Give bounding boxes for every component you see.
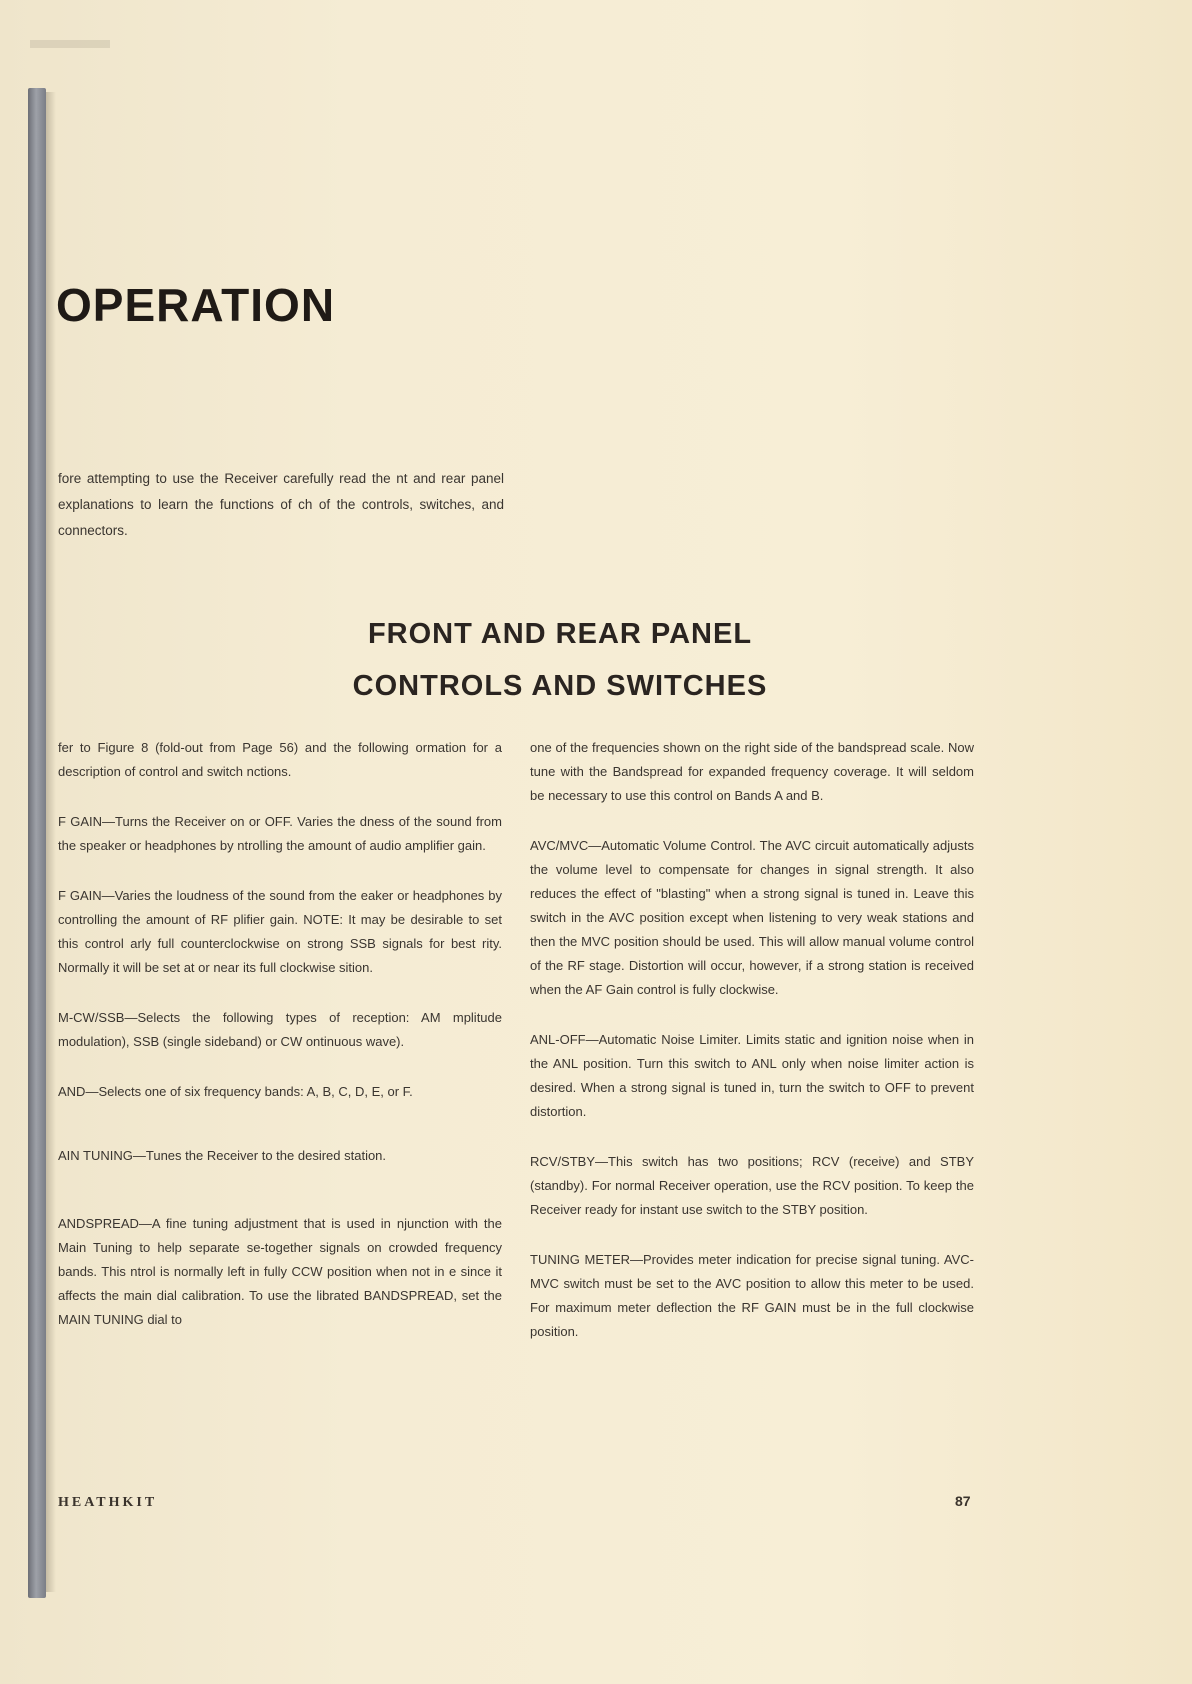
paragraph-af-gain: F GAIN—Turns the Receiver on or OFF. Varies the dness of the sound from the speaker or headphones by ntrolling the amount of audio amplifier gain. bbox=[58, 814, 502, 853]
paragraph-main-tuning: AIN TUNING—Tunes the Receiver to the desired station. bbox=[58, 1148, 387, 1163]
binding-shadow bbox=[46, 92, 56, 1592]
paragraph-bandspread-cont: one of the frequencies shown on the right side of the bandspread scale. Now tune with the Bandspread for expanded frequency coverage. It will seldom be necessary to use this control on Bands A and B. bbox=[530, 740, 974, 803]
right-column bbox=[530, 736, 974, 1370]
scan-artifact bbox=[30, 40, 110, 48]
paragraph-reference: fer to Figure 8 (fold-out from Page 56) and the following ormation for a description of control and switch nctions. bbox=[58, 740, 502, 779]
section-heading bbox=[180, 608, 940, 712]
paragraph-bandspread: ANDSPREAD—A fine tuning adjustment that is used in njunction with the Main Tuning to help separate se-together signals on crowded frequency bands. This ntrol is normally left in fully CCW position when not in e since it affects the main dial calibration. To use the librated BANDSPREAD, set the MAIN TUNING dial to bbox=[58, 1216, 502, 1327]
binding-edge bbox=[28, 88, 46, 1598]
paragraph-am-cw-ssb: M-CW/SSB—Selects the following types of reception: AM mplitude modulation), SSB (single sideband) or CW ontinuous wave). bbox=[58, 1010, 502, 1049]
paragraph-rf-gain: F GAIN—Varies the loudness of the sound from the eaker or headphones by controlling the amount of RF plifier gain. NOTE: It may be desirable to set this control arly full counterclockwise on strong SSB signals for best rity. Normally it will be set at or near its full clockwise sition. bbox=[58, 888, 502, 975]
paragraph-band: AND—Selects one of six frequency bands: A, B, C, D, E, or F. bbox=[58, 1084, 413, 1099]
paragraph-anl-off: ANL-OFF—Automatic Noise Limiter. Limits static and ignition noise when in the ANL position. Turn this switch to ANL only when noise limiter action is desired. When a strong signal is tuned in, turn the switch to OFF to prevent distortion. bbox=[530, 1032, 974, 1119]
section-heading-text: FRONT AND REAR PANEL CONTROLS AND SWITCHES bbox=[352, 618, 768, 702]
brand-logo: HEATHKIT bbox=[58, 1495, 158, 1510]
left-column bbox=[58, 736, 502, 1358]
page-title: OPERATION bbox=[56, 279, 336, 331]
paragraph-rcv-stby: RCV/STBY—This switch has two positions; RCV (receive) and STBY (standby). For normal Receiver operation, use the RCV position. To keep the Receiver ready for instant use switch to the STBY position. bbox=[530, 1154, 974, 1217]
intro-paragraph: fore attempting to use the Receiver carefully read the nt and rear panel explanations to learn the functions of ch of the controls, switches, and connectors. bbox=[58, 471, 504, 538]
page-number: 87 bbox=[955, 1493, 971, 1509]
paragraph-avc-mvc: AVC/MVC—Automatic Volume Control. The AVC circuit automatically adjusts the volume level to compensate for changes in signal strength. It also reduces the effect of "blasting" when a strong signal is tuned in. Leave this switch in the AVC position except when listening to very weak stations and then the MVC position should be used. This will allow manual volume control of the RF stage. Distortion will occur, however, if a strong station is received when the AF Gain control is fully clockwise. bbox=[530, 838, 974, 997]
paragraph-tuning-meter: TUNING METER—Provides meter indication for precise signal tuning. AVC-MVC switch must be set to the AVC position to allow this meter to be used. For maximum meter deflection the RF GAIN must be in the full clockwise position. bbox=[530, 1252, 974, 1339]
